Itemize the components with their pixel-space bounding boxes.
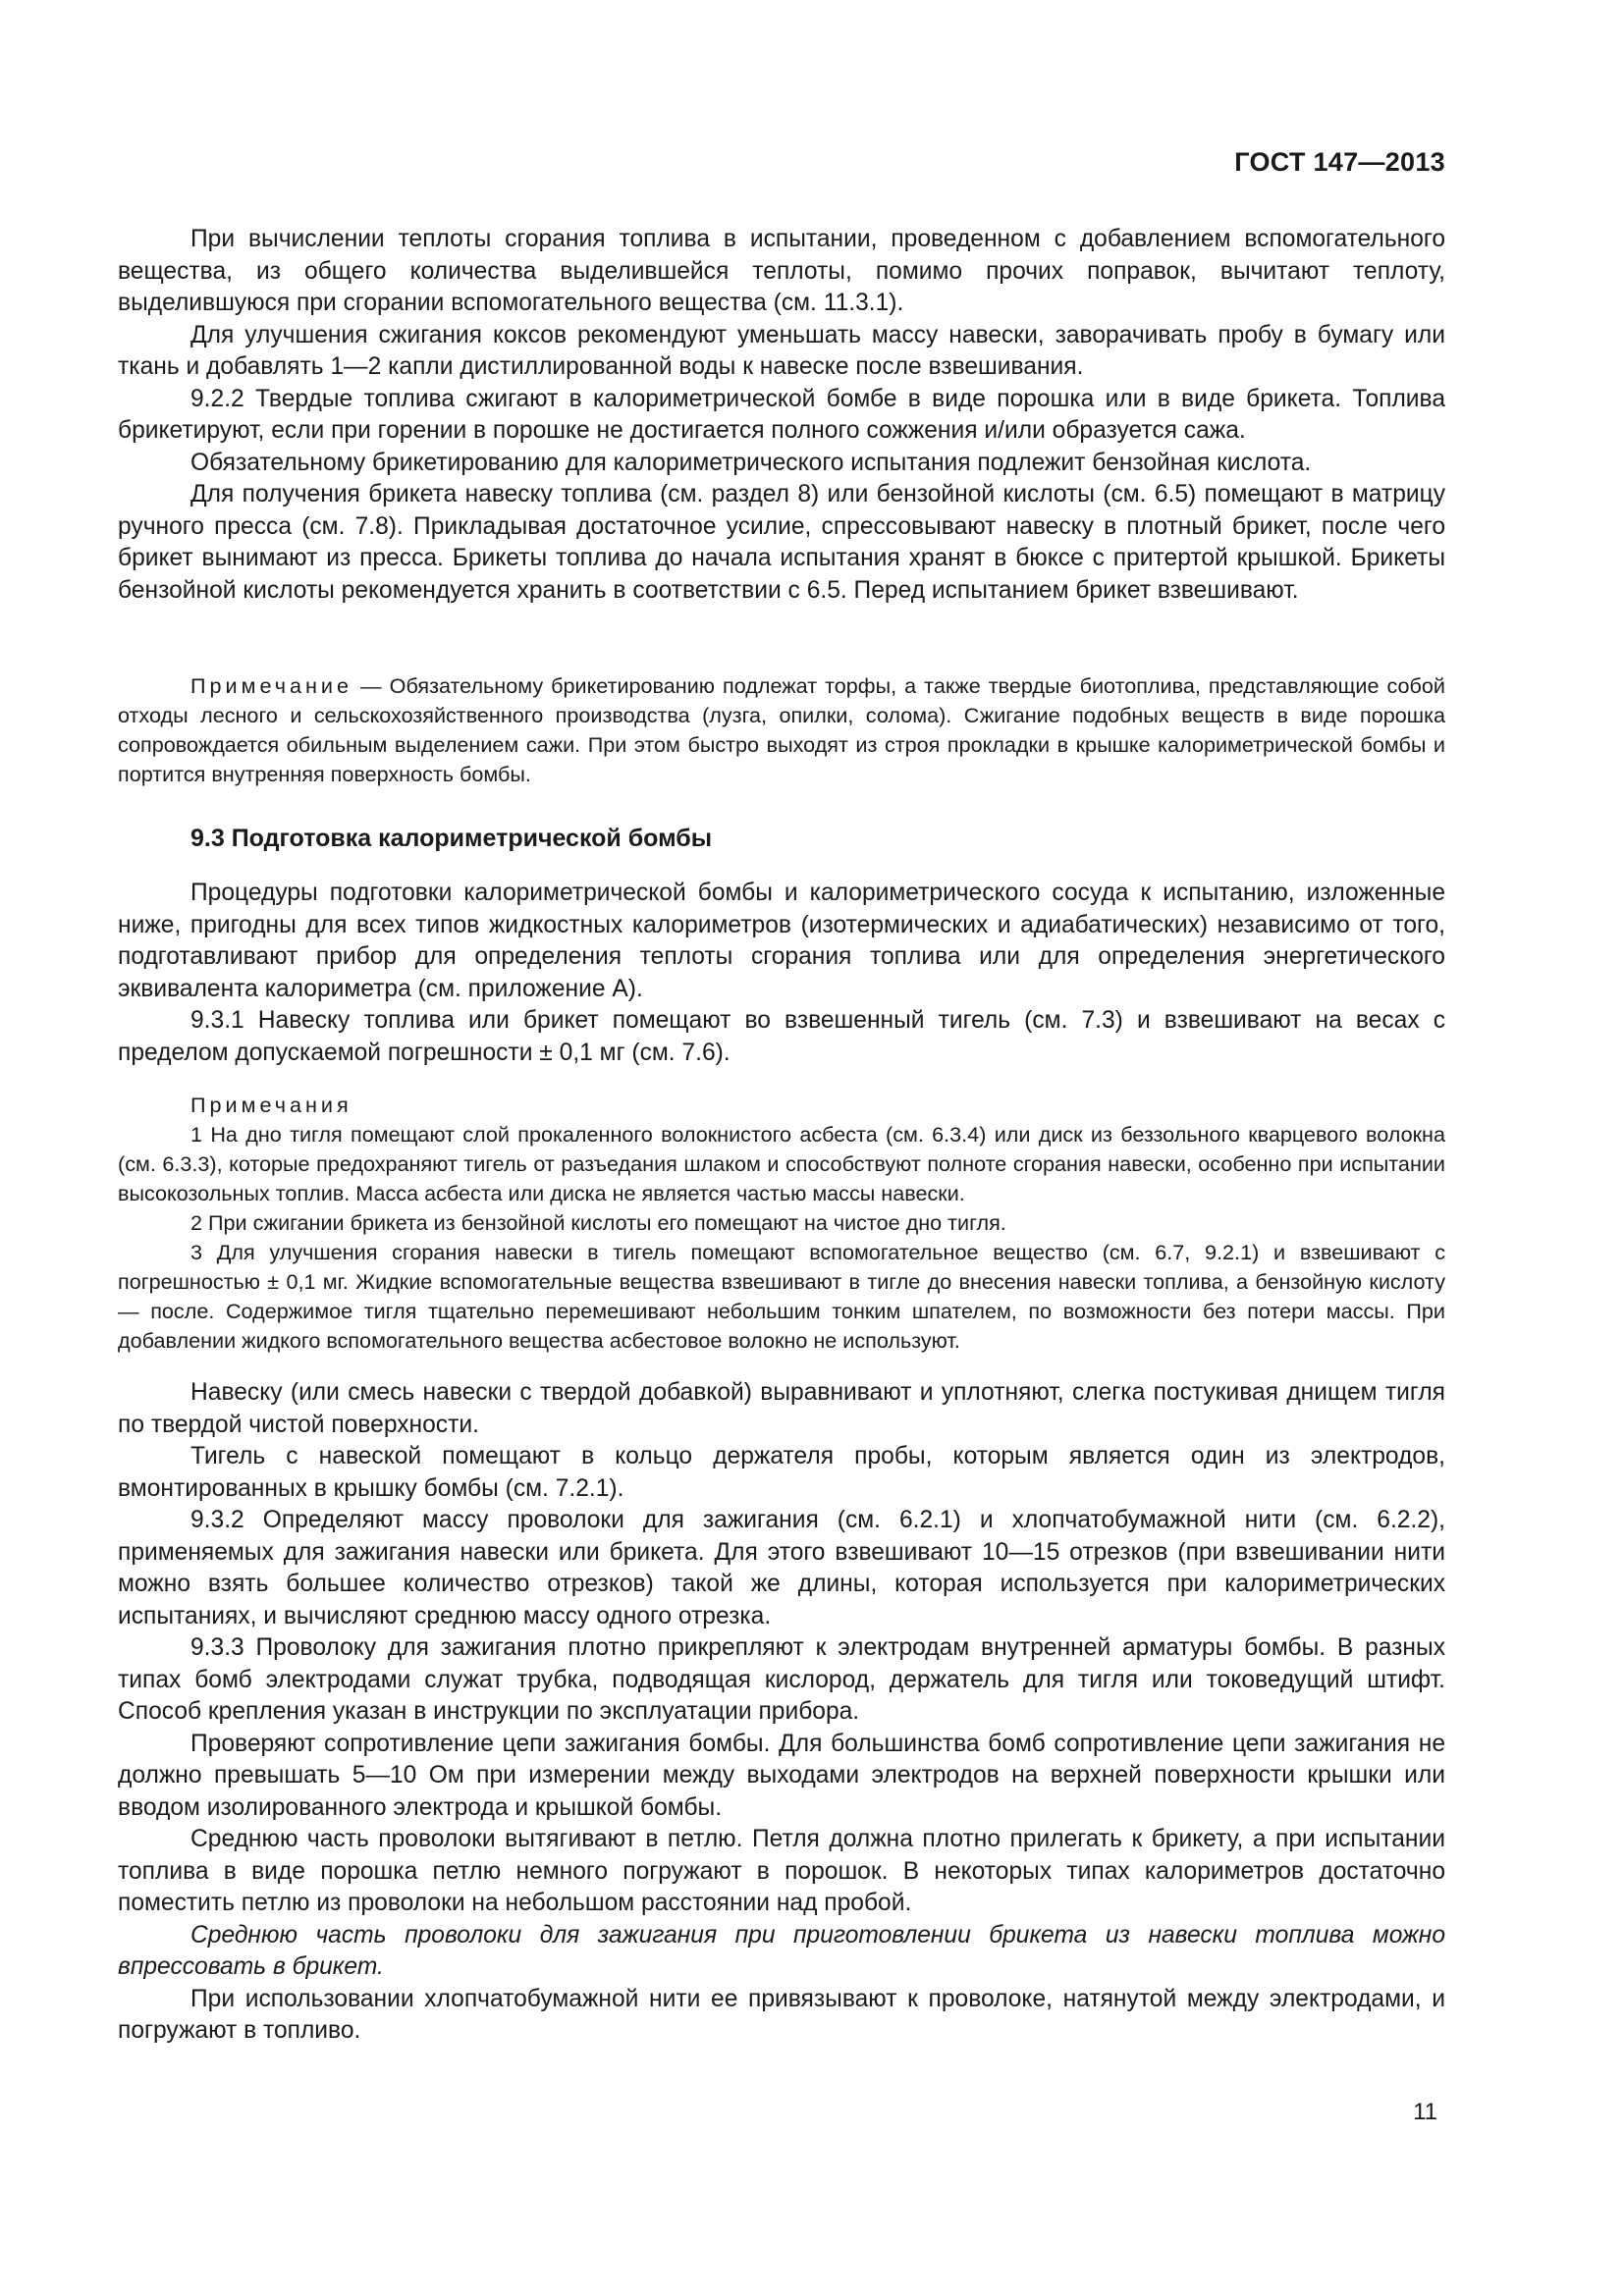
notes-label: Примечания bbox=[190, 1093, 352, 1117]
paragraph: Для улучшения сжигания коксов рекомендуют уменьшать массу навески, заворачивать пробу в бумагу или ткань и добавлять 1—2 капли дистиллированной воды к навеске после взвешивания. bbox=[118, 321, 1445, 380]
note-paragraph bbox=[118, 671, 1445, 789]
paragraph: Проверяют сопротивление цепи зажигания бомбы. Для большинства бомб сопротивление цепи зажигания не должно превышать 5—10 Ом при измерении между выходами электродов на верхней поверхности крышки или вводом изолированного электрода и крышкой бомбы. bbox=[118, 1730, 1445, 1821]
italic-paragraph: Среднюю часть проволоки для зажигания при приготовлении брикета из навески топлива можно впрессовать в брикет. bbox=[118, 1921, 1445, 1980]
section-heading-block bbox=[118, 823, 1445, 854]
paragraph: Для получения брикета навеску топлива (см. раздел 8) или бензойной кислоты (см. 6.5) помещают в матрицу ручного пресса (см. 7.8). Прикладывая достаточное усилие, спрессовывают навеску в плотный брикет, после чего брикет вынимают из пресса. Брикеты топлива до начала испытания хранят в бюксе с притертой крышкой. Брикеты бензойной кислоты рекомендуется хранить в соответствии с 6.5. Перед испытанием брикет взвешивают. bbox=[118, 481, 1445, 604]
document-header: ГОСТ 147—2013 bbox=[1234, 147, 1445, 177]
paragraph: Среднюю часть проволоки вытягивают в петлю. Петля должна плотно прилегать к брикету, а при испытании топлива в виде порошка петлю немного погружают в порошок. В некоторых типах калориметров достаточно поместить петлю из проволоки на небольшом расстоянии над пробой. bbox=[118, 1826, 1445, 1916]
notes-block bbox=[118, 1091, 1445, 1356]
note-label: Примечание bbox=[190, 673, 352, 698]
section-heading: 9.3 Подготовка калориметрической бомбы bbox=[190, 825, 713, 852]
top-text-block bbox=[118, 224, 1445, 607]
note-block bbox=[118, 671, 1445, 789]
paragraph: Тигель с навеской помещают в кольцо держателя пробы, которым является один из электродов, вмонтированных в крышку бомбы (см. 7.2.1). bbox=[118, 1443, 1445, 1502]
paragraph: При использовании хлопчатобумажной нити ее привязывают к проволоке, натянутой между электродами, и погружают в топливо. bbox=[118, 1985, 1445, 2044]
note-item: 1 На дно тигля помещают слой прокаленного волокнистого асбеста (см. 6.3.4) или диск из беззольного кварцевого волокна (см. 6.3.3), которые предохраняют тигель от разъедания шлаком и способствуют полноте сгорания навески, особенно при испытании высокозольных топлив. Масса асбеста или диска не является частью массы навески. bbox=[118, 1122, 1445, 1205]
note-text: — Обязательному брикетированию подлежат торфы, а также твердые биотоплива, представляющие собой отходы лесного и сельскохозяйственного производства (лузга, опилки, солома). Сжигание подобных веществ в виде порошка сопровождается обильным выделением сажи. При этом быстро выходят из строя прокладки в крышке калориметрической бомбы и портится внутренняя поверхность бомбы. bbox=[118, 673, 1445, 786]
paragraph: 9.3.3 Проволоку для зажигания плотно прикрепляют к электродам внутренней арматуры бомбы. В разных типах бомб электродами служат трубка, подводящая кислород, держатель для тигля или токоведущий штифт. Способ крепления указан в инструкции по эксплуатации прибора. bbox=[118, 1634, 1445, 1725]
paragraph: Обязательному брикетированию для калориметрического испытания подлежит бензойная кислота. bbox=[190, 449, 1312, 476]
note-item: 3 Для улучшения сгорания навески в тигель помещают вспомогательное вещество (см. 6.7, 9.2.1) и взвешивают с погрешностью ± 0,1 мг. Жидкие вспомогательные вещества взвешивают в тигле до внесения навески топлива, а бензойную кислоту — после. Содержимое тигля тщательно перемешивают небольшим тонким шпателем, по возможности без потери массы. При добавлении жидкого вспомогательного вещества асбестовое волокно не используют. bbox=[118, 1240, 1445, 1353]
section-intro-block bbox=[118, 878, 1445, 1069]
paragraph: 9.3.2 Определяют массу проволоки для зажигания (см. 6.2.1) и хлопчатобумажной нити (см. 6.2.2), применяемых для зажигания навески или брикета. Для этого взвешивают 10—15 отрезков (при взвешивании нити можно взять большее количество отрезков) такой же длины, которая используется при калориметрических испытаниях, и вычисляют среднюю массу одного отрезка. bbox=[118, 1507, 1445, 1629]
note-item: 2 При сжигании брикета из бензойной кислоты его помещают на чистое дно тигля. bbox=[190, 1210, 1006, 1235]
bottom-text-block bbox=[118, 1377, 1445, 2048]
paragraph: 9.2.2 Твердые топлива сжигают в калориметрической бомбе в виде порошка или в виде брикета. Топлива брикетируют, если при горении в порошке не достигается полного сожжения и/или образуется сажа. bbox=[118, 385, 1445, 444]
page-number: 11 bbox=[1413, 2099, 1437, 2125]
paragraph: Процедуры подготовки калориметрической бомбы и калориметрического сосуда к испытанию, изложенные ниже, пригодны для всех типов жидкостных калориметров (изотермических и адиабатических) независимо от того, подготавливают прибор для определения теплоты сгорания топлива или для определения энергетического эквивалента калориметра (см. приложение А). bbox=[118, 880, 1445, 1002]
paragraph: Навеску (или смесь навески с твердой добавкой) выравнивают и уплотняют, слегка постукивая днищем тигля по твердой чистой поверхности. bbox=[118, 1379, 1445, 1438]
paragraph: При вычислении теплоты сгорания топлива в испытании, проведенном с добавлением вспомогательного вещества, из общего количества выделившейся теплоты, помимо прочих поправок, вычитают теплоту, выделившуюся при сгорании вспомогательного вещества (см. 11.3.1). bbox=[118, 226, 1445, 316]
paragraph: 9.3.1 Навеску топлива или брикет помещают во взвешенный тигель (см. 7.3) и взвешивают на весах с пределом допускаемой погрешности ± 0,1 мг (см. 7.6). bbox=[118, 1007, 1445, 1066]
